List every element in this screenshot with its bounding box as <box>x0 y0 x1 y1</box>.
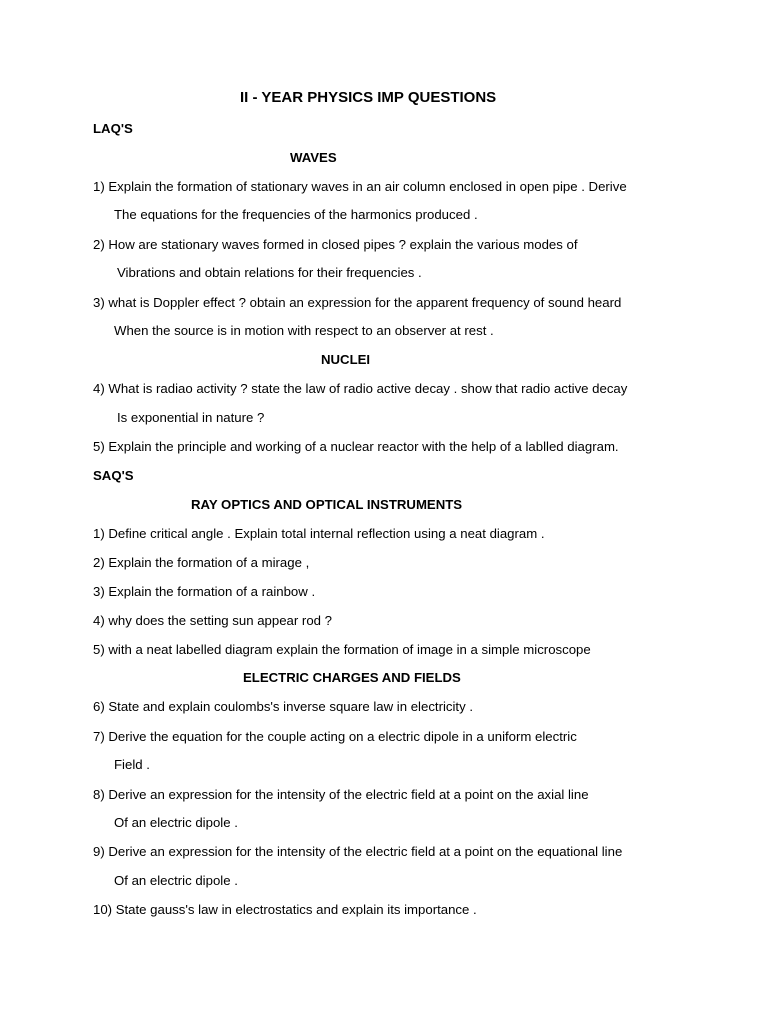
question-line: Of an electric dipole . <box>114 873 238 888</box>
question-line: 4) why does the setting sun appear rod ? <box>93 613 332 628</box>
question-line: Field . <box>114 757 150 772</box>
question-line: 4) What is radiao activity ? state the law of radio active decay . show that radio active decay <box>93 381 628 396</box>
question-line: 2) How are stationary waves formed in closed pipes ? explain the various modes of <box>93 237 578 252</box>
question-line: 3) what is Doppler effect ? obtain an expression for the apparent frequency of sound heard <box>93 295 622 310</box>
question-line: 10) State gauss's law in electrostatics and explain its importance . <box>93 902 477 917</box>
question-line: 2) Explain the formation of a mirage , <box>93 555 310 570</box>
waves-heading: WAVES <box>290 150 337 165</box>
laq-heading: LAQ'S <box>93 121 133 136</box>
question-line: 5) Explain the principle and working of a nuclear reactor with the help of a lablled diagram. <box>93 439 619 454</box>
question-line: 5) with a neat labelled diagram explain the formation of image in a simple microscope <box>93 642 591 657</box>
question-line: Vibrations and obtain relations for their frequencies . <box>117 265 422 280</box>
question-line: 8) Derive an expression for the intensity of the electric field at a point on the axial line <box>93 787 589 802</box>
ray-optics-heading: RAY OPTICS AND OPTICAL INSTRUMENTS <box>191 497 463 512</box>
question-line: 9) Derive an expression for the intensity of the electric field at a point on the equational line <box>93 844 623 859</box>
saq-heading: SAQ'S <box>93 468 134 483</box>
question-line: 6) State and explain coulombs's inverse square law in electricity . <box>93 699 474 714</box>
electric-heading: ELECTRIC CHARGES AND FIELDS <box>243 670 461 685</box>
nuclei-heading: NUCLEI <box>321 352 371 367</box>
question-line: Of an electric dipole . <box>114 815 238 830</box>
question-line: 7) Derive the equation for the couple acting on a electric dipole in a uniform electric <box>93 729 577 744</box>
question-line: 1) Explain the formation of stationary waves in an air column enclosed in open pipe . Derive <box>93 179 627 194</box>
question-line: The equations for the frequencies of the harmonics produced . <box>114 207 478 222</box>
question-line: 3) Explain the formation of a rainbow . <box>93 584 316 599</box>
question-line: Is exponential in nature ? <box>117 410 265 425</box>
question-line: 1) Define critical angle . Explain total internal reflection using a neat diagram . <box>93 526 545 541</box>
question-line: When the source is in motion with respect to an observer at rest . <box>114 323 494 338</box>
page-title: II - YEAR PHYSICS IMP QUESTIONS <box>240 89 497 106</box>
